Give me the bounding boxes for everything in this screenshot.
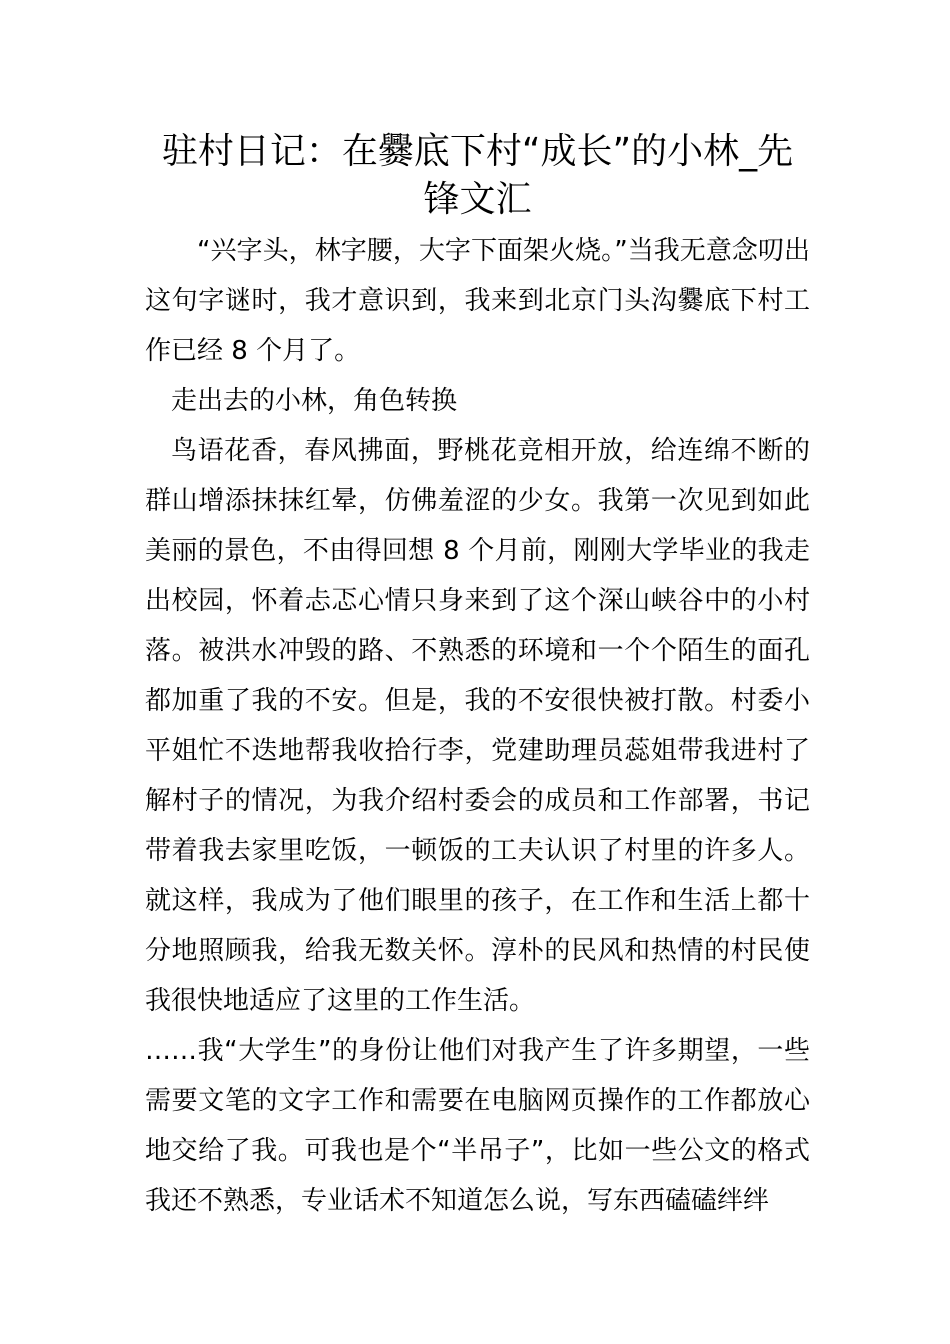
document-body xyxy=(145,226,810,1226)
paragraph-expectations: ……我“大学生”的身份让他们对我产生了许多期望，一些需要文笔的文字工作和需要在电脑网页操作的工作都放心地交给了我。可我也是个“半吊子”，比如一些公文的格式我还不熟悉，专业话术不知道怎么说，写东西磕磕绊绊 xyxy=(145,1036,810,1216)
paragraph-arrival: 鸟语花香，春风拂面，野桃花竞相开放，给连绵不断的群山增添抹抹红晕，仿佛羞涩的少女。我第一次见到如此美丽的景色，不由得回想 8 个月前，刚刚大学毕业的我走出校园，怀着忐忑心情只身来到了这个深山峡谷中的小村落。被洪水冲毁的路、不熟悉的环境和一个个陌生的面孔都加重了我的不安。但是，我的不安很快被打散。村委小平姐忙不迭地帮我收拾行李，党建助理员蕊姐带我进村了解村子的情况，为我介绍村委会的成员和工作部署，书记带着我去家里吃饭，一顿饭的工夫认识了村里的许多人。就这样，我成为了他们眼里的孩子，在工作和生活上都十分地照顾我，给我无数关怀。淳朴的民风和热情的村民使我很快地适应了这里的工作生活。 xyxy=(145,436,810,1016)
section-heading: 走出去的小林，角色转换 xyxy=(171,386,458,416)
document-title: 驻村日记：在爨底下村“成长”的小林_先锋文汇 xyxy=(161,131,794,220)
paragraph-intro: “兴字头，林字腰，大字下面架火烧。”当我无意念叨出这句字谜时，我才意识到，我来到北京门头沟爨底下村工作已经 8 个月了。 xyxy=(145,236,810,366)
